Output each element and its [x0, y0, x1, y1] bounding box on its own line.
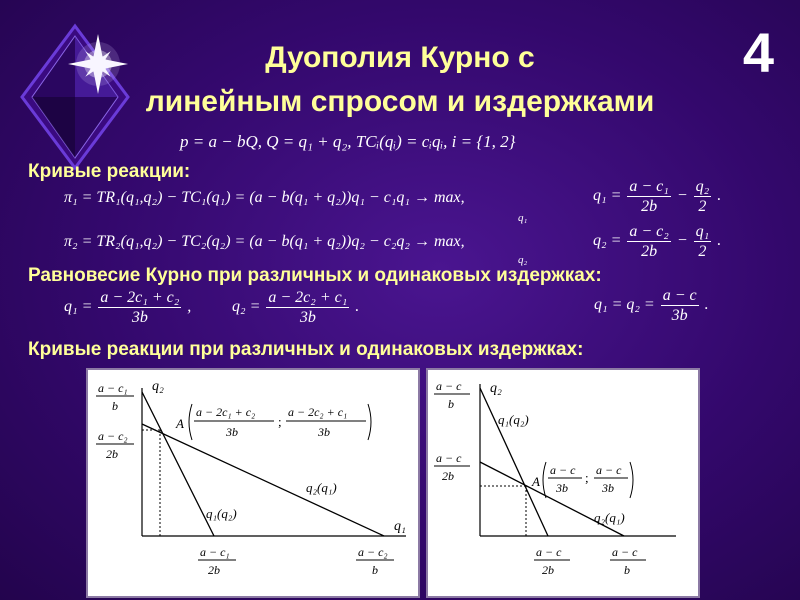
left-point-num-1: a − 2c₁ + c₂	[196, 405, 256, 419]
profit-2-text: π₂ = TR₂(q₁,q₂) − TC₂(q₂) = (a − b(q₁ + q₂))q₂ − c₂q₂ → max,	[64, 233, 465, 250]
eq1-frac	[98, 288, 181, 327]
reaction-1-minus: −	[676, 187, 688, 205]
equilibrium-q2-formula	[232, 288, 359, 327]
profit-2-subscript: q₂	[518, 254, 528, 266]
right-q1-reaction-line	[480, 388, 548, 536]
right-y-tick-top-den: b	[448, 397, 454, 411]
left-x-tick-mid-den: 2b	[208, 563, 220, 577]
right-point-paren-open	[543, 462, 546, 498]
eq3-den: 3b	[671, 307, 688, 324]
right-point-num-2: a − c	[596, 463, 622, 477]
reaction-1-formula	[593, 177, 721, 216]
profit-1-text: π₁ = TR₁(q₁,q₂) − TC₁(q₁) = (a − b(q₁ + q₂))q₁ − c₁q₁ → max,	[64, 189, 465, 206]
eq2-den: 3b	[299, 309, 316, 326]
right-y-axis-label: q₂	[490, 381, 502, 396]
eq3-end: .	[704, 296, 709, 314]
title-line-2: линейным спросом и издержками	[145, 85, 655, 118]
eq2-num: a − 2c₂ + c₁	[268, 289, 348, 306]
heading-reaction-curves: Кривые реакции:	[28, 161, 191, 182]
eq1-num: a − 2c₁ + c₂	[100, 289, 180, 306]
right-y-tick-top-num: a − c	[436, 379, 462, 393]
equilibrium-equal-formula	[594, 286, 709, 325]
right-q2-curve-label: q₂(q₁)	[594, 510, 625, 525]
left-y-tick-mid-den: 2b	[106, 447, 118, 461]
left-q2-reaction-line	[142, 424, 384, 536]
left-point-den-2: 3b	[318, 425, 330, 439]
left-point-num-2: a − 2c₂ + c₁	[288, 405, 348, 419]
right-point-separator: ;	[585, 470, 589, 485]
eq2-lhs: q₂ =	[232, 298, 261, 316]
eq3-lhs: q₁ = q₂ =	[594, 296, 655, 314]
eq2-end: .	[355, 298, 360, 316]
reaction-2-num: a − c₂	[629, 223, 669, 240]
eq1-lhs: q₁ =	[64, 298, 93, 316]
eq3-num: a − c	[662, 287, 697, 304]
right-point-paren-close	[630, 462, 633, 498]
graph-equal-costs-svg	[428, 370, 698, 596]
reaction-1-den-2: 2	[698, 198, 707, 215]
right-point-den-1: 3b	[556, 481, 568, 495]
right-point-a-label: A	[532, 474, 540, 489]
left-y-tick-top-den: b	[112, 399, 118, 413]
profit-1-formula	[64, 189, 465, 207]
reaction-2-den: 2b	[641, 243, 658, 260]
model-formula: p = a − bQ, Q = q₁ + q₂, TCᵢ(qᵢ) = cᵢqᵢ, i = {1, 2}	[180, 132, 516, 151]
left-y-tick-mid-num: a − c₂	[98, 429, 128, 443]
reaction-2-lhs: q₂ =	[593, 232, 622, 250]
right-y-tick-mid-den: 2b	[442, 469, 454, 483]
left-x-tick-far-num: a − c₂	[358, 545, 388, 559]
left-point-den-1: 3b	[226, 425, 238, 439]
heading-reaction-curves-graphs: Кривые реакции при различных и одинаковых издержках:	[28, 339, 584, 360]
right-point-num-1: a − c	[550, 463, 576, 477]
reaction-1-den: 2b	[641, 198, 658, 215]
right-point-den-2: 3b	[602, 481, 614, 495]
slide-number: 4	[742, 21, 774, 84]
right-x-tick-far-num: a − c	[612, 545, 638, 559]
reaction-2-frac-2	[694, 222, 712, 261]
right-y-tick-mid-num: a − c	[436, 451, 462, 465]
reaction-2-num-2: q₁	[695, 223, 710, 240]
left-x-tick-mid-num: a − c₁	[200, 545, 230, 559]
left-q1-curve-label: q₁(q₂)	[206, 506, 237, 521]
graph-equal-costs	[426, 368, 700, 598]
eq2-frac	[266, 288, 349, 327]
title-line-1: Дуополия Курно с	[265, 41, 535, 74]
left-point-paren-close	[368, 404, 371, 440]
right-x-tick-mid-den: 2b	[542, 563, 554, 577]
reaction-1-end: .	[717, 187, 722, 205]
reaction-2-minus: −	[676, 232, 688, 250]
profit-2-formula	[64, 233, 465, 251]
equilibrium-q1-formula	[64, 288, 191, 327]
eq1-end: ,	[187, 298, 192, 316]
reaction-2-den-2: 2	[698, 243, 707, 260]
left-x-tick-far-den: b	[372, 563, 378, 577]
reaction-2-formula	[593, 222, 721, 261]
right-q1-curve-label: q₁(q₂)	[498, 412, 529, 427]
right-x-tick-mid-num: a − c	[536, 545, 562, 559]
left-point-paren-open	[189, 404, 192, 440]
left-point-separator: ;	[278, 414, 282, 429]
reaction-2-end: .	[717, 232, 722, 250]
left-y-axis-label: q₂	[152, 379, 164, 394]
left-point-a-label: A	[176, 416, 184, 431]
eq1-den: 3b	[131, 309, 148, 326]
reaction-2-frac-1	[627, 222, 670, 261]
eq3-frac	[661, 286, 699, 325]
right-x-tick-far-den: b	[624, 563, 630, 577]
reaction-1-num-2: q₂	[695, 178, 710, 195]
heading-cournot-equilibrium: Равновесие Курно при различных и одинаковых издержках:	[28, 265, 602, 286]
reaction-1-num: a − c₁	[629, 178, 669, 195]
reaction-1-frac-1	[627, 177, 670, 216]
left-x-axis-label: q₁	[394, 519, 406, 534]
left-y-tick-top-num: a − c₁	[98, 381, 128, 395]
graph-different-costs	[86, 368, 420, 598]
profit-1-subscript: q₁	[518, 212, 528, 224]
left-q2-curve-label: q₂(q₁)	[306, 480, 337, 495]
reaction-1-lhs: q₁ =	[593, 187, 622, 205]
reaction-1-frac-2	[694, 177, 712, 216]
graph-different-costs-svg	[88, 370, 418, 596]
